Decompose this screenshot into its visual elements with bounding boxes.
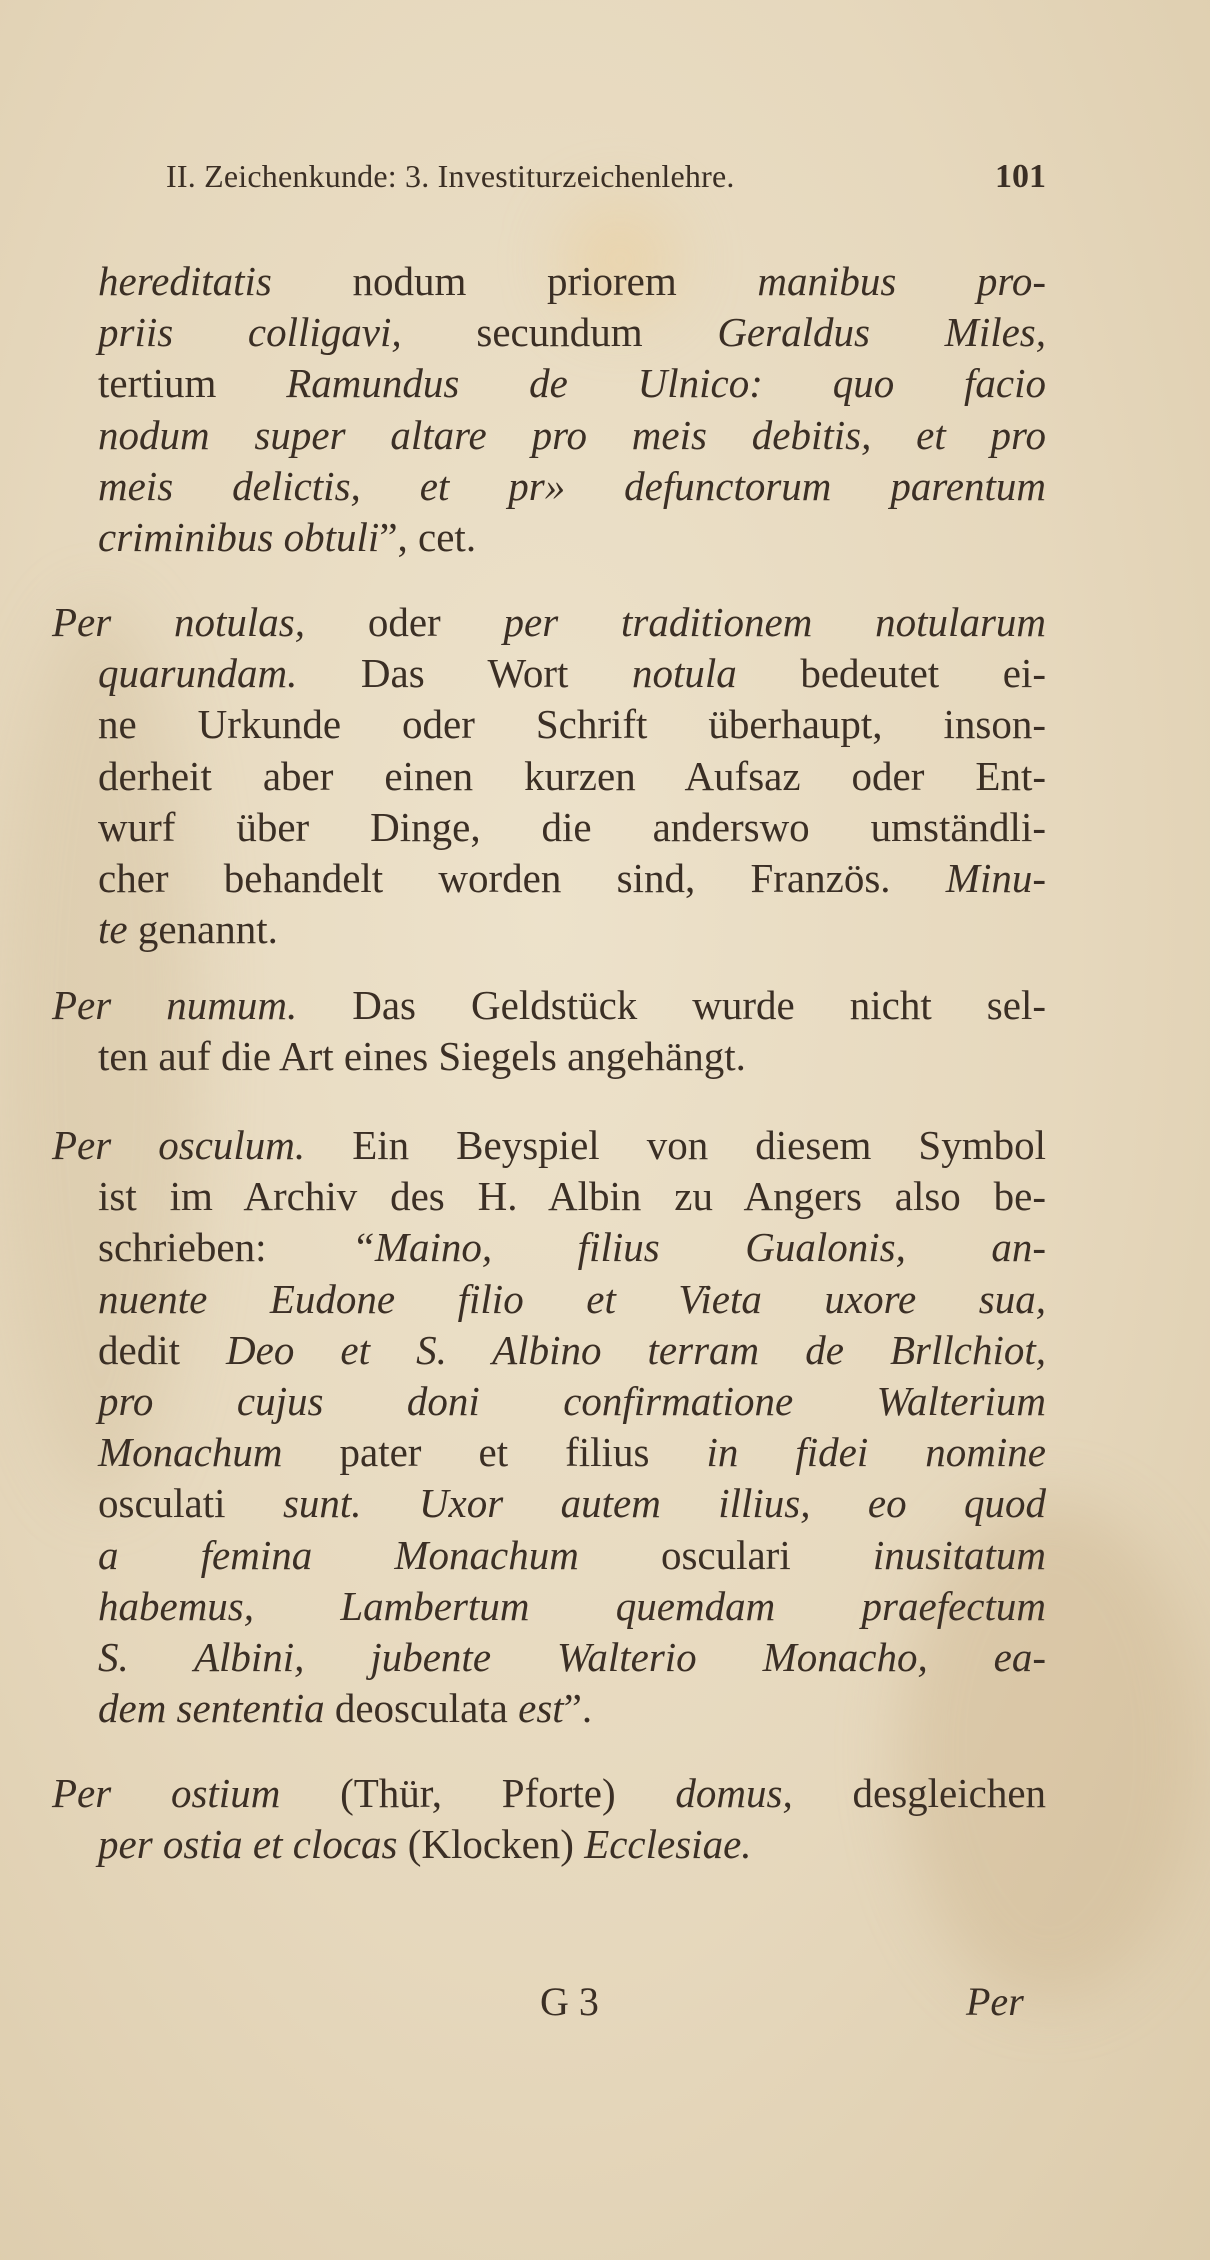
italic-text: “Maino, filius Gualonis, an- (352, 1224, 1047, 1270)
roman-text: osculari (578, 1532, 873, 1578)
roman-text: derheit aber einen kurzen Aufsaz oder Ent- (98, 753, 1046, 799)
roman-text: cher behandelt worden sind, Französ. (98, 855, 946, 901)
italic-text: Monachum (98, 1429, 283, 1475)
roman-text: ist im Archiv des H. Albin zu Angers also be- (98, 1173, 1046, 1219)
italic-text: S. Albini, jubente Walterio Monacho, ea- (98, 1634, 1046, 1680)
text-line (52, 597, 1046, 647)
roman-text: schrieben: (98, 1224, 353, 1270)
italic-text: Per notulas, (52, 599, 306, 645)
page-number: 101 (995, 158, 1046, 195)
text-line (98, 1171, 1046, 1221)
italic-text: hereditatis (98, 258, 272, 304)
italic-text: notula (631, 650, 737, 696)
roman-text: osculati (98, 1480, 283, 1526)
roman-text: nodum priorem (271, 258, 758, 304)
roman-text: bedeutet ei- (736, 650, 1046, 696)
italic-text: per ostia et clocas (98, 1821, 398, 1867)
roman-text: Das Geldstück wurde nicht sel- (297, 982, 1046, 1028)
text-line (98, 1581, 1046, 1631)
roman-text: ”, cet. (379, 514, 477, 560)
roman-text: ”. (563, 1685, 593, 1731)
text-line (98, 904, 1046, 954)
italic-text: Geraldus Miles, (717, 309, 1046, 355)
italic-text: domus, (675, 1770, 793, 1816)
roman-text: wurf über Dinge, die anderswo umständli- (98, 804, 1046, 850)
italic-text: sunt. Uxor autem illius, eo quod (282, 1480, 1046, 1526)
italic-text: Per osculum. (52, 1122, 306, 1168)
running-header (166, 158, 1046, 208)
roman-text: ne Urkunde oder Schrift überhaupt, inson- (98, 701, 1046, 747)
roman-text: secundum (401, 309, 718, 355)
italic-text: meis delictis, et pr» defunctorum parentum (98, 463, 1046, 509)
text-line (98, 1819, 1046, 1869)
roman-text: tertium (98, 360, 287, 406)
roman-text: pater et filius (282, 1429, 707, 1475)
roman-text: Das Wort (297, 650, 632, 696)
text-line (98, 1376, 1046, 1426)
italic-text: Ecclesiae. (584, 1821, 752, 1867)
text-line (98, 256, 1046, 306)
italic-text: te (98, 906, 128, 952)
italic-text: inusitatum (872, 1532, 1046, 1578)
text-line (52, 980, 1046, 1030)
text-line (52, 1120, 1046, 1170)
roman-text: ten auf die Art eines Siegels angehängt. (98, 1033, 746, 1079)
text-line (98, 1031, 1046, 1081)
text-line (98, 699, 1046, 749)
text-line (98, 1222, 1046, 1272)
text-line (98, 307, 1046, 357)
italic-text: manibus pro- (757, 258, 1046, 304)
text-line (98, 358, 1046, 408)
text-line (98, 1274, 1046, 1324)
italic-text: pro cujus doni confirmatione Walterium (98, 1378, 1046, 1424)
text-line (98, 410, 1046, 460)
italic-text: nuente Eudone filio et Vieta uxore sua, (98, 1276, 1046, 1322)
roman-text: oder (305, 599, 504, 645)
text-line (98, 1632, 1046, 1682)
text-line (98, 648, 1046, 698)
roman-text: deosculata (324, 1685, 519, 1731)
italic-text: quarundam. (98, 650, 298, 696)
text-line (98, 853, 1046, 903)
roman-text: dedit (98, 1327, 227, 1373)
italic-text: per traditionem notularum (503, 599, 1047, 645)
italic-text: Per numum. (52, 982, 298, 1028)
text-line (98, 1427, 1046, 1477)
italic-text: priis colligavi, (98, 309, 402, 355)
roman-text: (Thür, Pforte) (280, 1770, 676, 1816)
italic-text: dem sententia (98, 1685, 325, 1731)
catchword: Per (966, 1979, 1024, 2024)
italic-text: Deo et S. Albino terram de Brllchiot, (226, 1327, 1046, 1373)
text-line (52, 1768, 1046, 1818)
text-line (98, 1530, 1046, 1580)
italic-text: Per ostium (52, 1770, 281, 1816)
italic-text: habemus, Lambertum quemdam praefectum (98, 1583, 1046, 1629)
roman-text: genannt. (127, 906, 278, 952)
running-title: II. Zeichenkunde: 3. Investiturzeichenlehre. (166, 158, 735, 194)
roman-text: desgleichen (792, 1770, 1047, 1816)
text-line (98, 1325, 1046, 1375)
text-line (98, 802, 1046, 852)
text-line (98, 512, 1046, 562)
italic-text: criminibus obtuli (98, 514, 380, 560)
text-line (98, 461, 1046, 511)
roman-text: (Klocken) (397, 1821, 585, 1867)
text-line (98, 1478, 1046, 1528)
italic-text: a femina Monachum (98, 1532, 579, 1578)
italic-text: est (518, 1685, 564, 1731)
text-line (98, 751, 1046, 801)
italic-text: nodum super altare pro meis debitis, et pro (98, 412, 1046, 458)
italic-text: Minu- (945, 855, 1046, 901)
italic-text: in fidei nomine (706, 1429, 1046, 1475)
text-line (98, 1683, 1046, 1733)
italic-text: Ramundus de Ulnico: quo facio (286, 360, 1047, 406)
roman-text: Ein Beyspiel von diesem Symbol (305, 1122, 1046, 1168)
signature-mark: G 3 (540, 1979, 599, 2024)
